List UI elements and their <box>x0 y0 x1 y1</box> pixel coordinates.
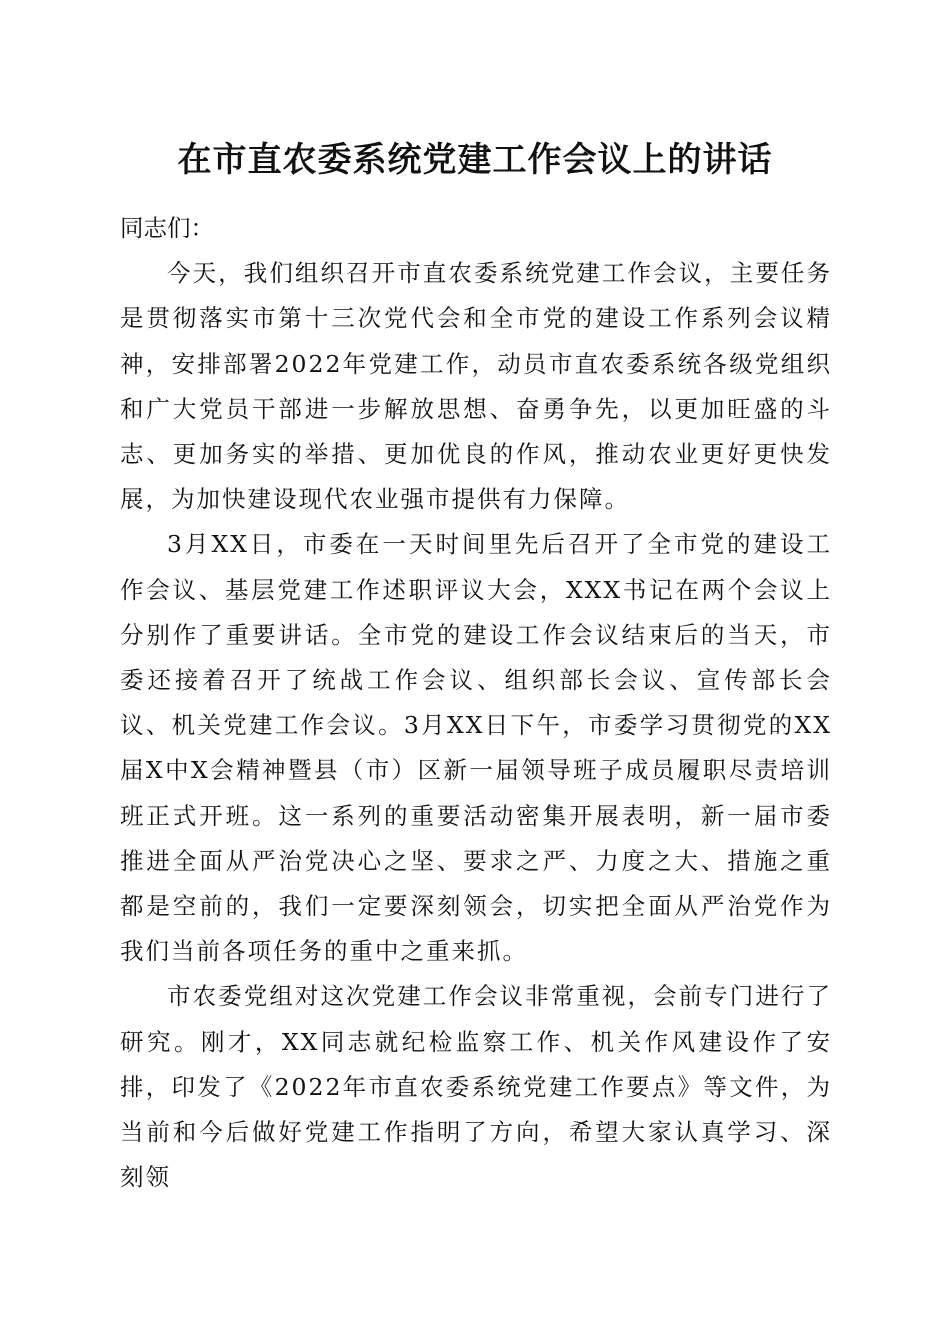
paragraph-2: 3月XX日，市委在一天时间里先后召开了全市党的建设工作会议、基层党建工作述职评议大会，XXX书记在两个会议上分别作了重要讲话。全市党的建设工作会议结束后的当天，市委还接着召开了统战工作会议、组织部长会议、宣传部长会议、机关党建工作会议。3月XX日下午，市委学习贯彻党的XX届X中X会精神暨县（市）区新一届领导班子成员履职尽责培训班正式开班。这一系列的重要活动密集开展表明，新一届市委推进全面从严治党决心之坚、要求之严、力度之大、措施之重都是空前的，我们一定要深刻领会，切实把全面从严治党作为我们当前各项任务的重中之重来抓。 <box>120 530 832 966</box>
document-body <box>120 206 832 1200</box>
paragraph-3: 市农委党组对这次党建工作会议非常重视，会前专门进行了研究。刚才，XX同志就纪检监察工作、机关作风建设作了安排，印发了《2022年市直农委系统党建工作要点》等文件，为当前和今后做好党建工作指明了方向，希望大家认真学习、深刻领 <box>120 982 832 1192</box>
salutation: 同志们： <box>120 214 214 242</box>
paragraph-1: 今天，我们组织召开市直农委系统党建工作会议，主要任务是贯彻落实市第十三次党代会和全市党的建设工作系列会议精神，安排部署2022年党建工作，动员市直农委系统各级党组织和广大党员干部进一步解放思想、奋勇争先，以更加旺盛的斗志、更加务实的举措、更加优良的作风，推动农业更好更快发展，为加快建设现代农业强市提供有力保障。 <box>120 259 832 514</box>
document-title: 在市直农委系统党建工作会议上的讲话 <box>177 140 773 180</box>
